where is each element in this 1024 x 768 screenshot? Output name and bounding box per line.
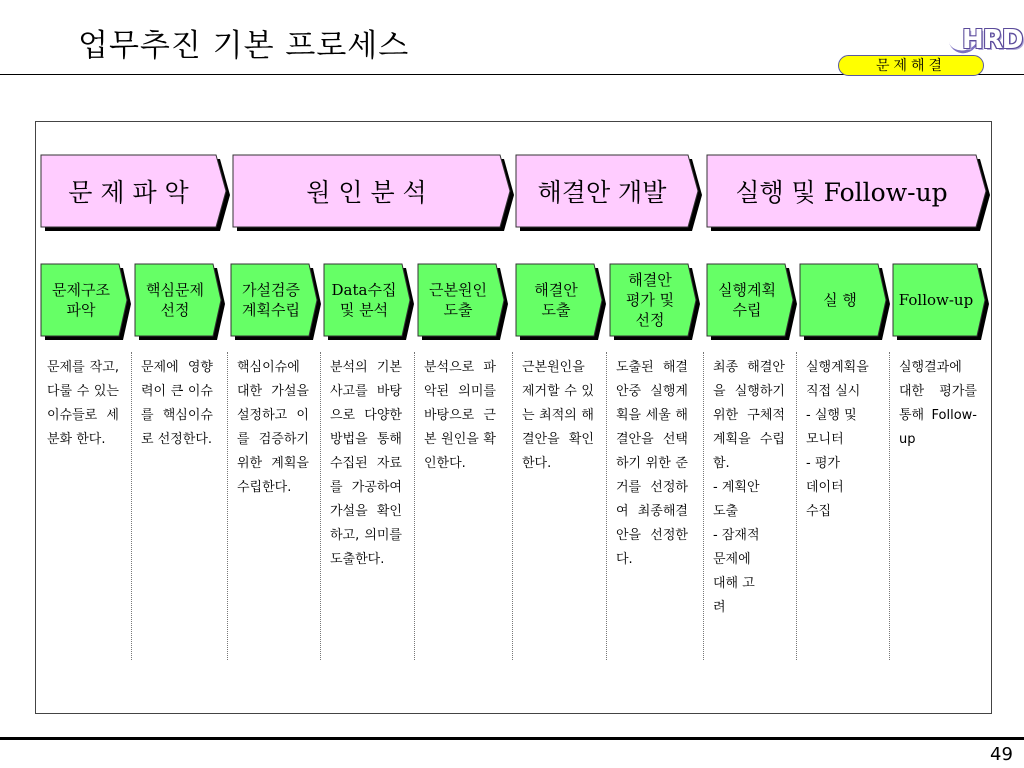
step-label: 문제구조 파악 bbox=[52, 281, 110, 319]
step-label: 해결안 도출 bbox=[534, 281, 578, 319]
step-description: 도출된 해결안중 실행계획을 세울 해결안을 선택하기 위한 준거를 선정하여 최종해결안을 선정한다. bbox=[616, 360, 688, 567]
page-number: 49 bbox=[990, 744, 1013, 765]
step-description: 문제를 작고, 다룰 수 있는 이슈들로 세분화 한다. bbox=[47, 360, 119, 447]
column-separator bbox=[512, 352, 513, 660]
column-separator bbox=[889, 352, 890, 660]
step-7 bbox=[610, 264, 696, 342]
step-5 bbox=[418, 264, 504, 342]
column-separator bbox=[227, 352, 228, 660]
step-4 bbox=[324, 264, 410, 342]
step-3 bbox=[231, 264, 317, 342]
step-description: 실행결과에 대한 평가를 통해 Follow-up bbox=[899, 360, 977, 447]
step-label: 해결안 평가 및 선정 bbox=[625, 271, 675, 329]
phase-4 bbox=[707, 155, 986, 231]
phase-1 bbox=[41, 155, 226, 231]
step-1 bbox=[41, 264, 127, 342]
step-label: 실 행 bbox=[823, 291, 857, 309]
column-separator bbox=[703, 352, 704, 660]
step-description: 문제에 영향력이 큰 이슈를 핵심이슈로 선정한다. bbox=[141, 360, 213, 447]
step-9 bbox=[800, 264, 886, 342]
section-badge: 문제해결 bbox=[838, 55, 984, 76]
step-description: 분석으로 파악된 의미를 바탕으로 근본 원인을 확인한다. bbox=[424, 360, 496, 471]
step-label: 핵심문제 선정 bbox=[146, 281, 204, 319]
step-10 bbox=[893, 264, 985, 342]
column-separator bbox=[131, 352, 132, 660]
phase-label: 원 인 분 석 bbox=[306, 178, 427, 207]
phase-label: 실행 및 Follow-up bbox=[735, 178, 948, 207]
step-6 bbox=[516, 264, 602, 342]
step-description: 실행계획을 직접 실시 - 실행 및 모니터 - 평가 데이터 수집 bbox=[806, 360, 869, 519]
phase-3 bbox=[516, 155, 698, 231]
step-label: Follow-up bbox=[898, 291, 974, 309]
phase-label: 해결안 개발 bbox=[537, 178, 667, 207]
step-label: 근본원인 도출 bbox=[429, 281, 487, 319]
step-label: Data수집 및 분석 bbox=[331, 281, 397, 319]
footer-divider bbox=[0, 737, 1024, 740]
step-description: 핵심이슈에 대한 가설을 설정하고 이를 검증하기 위한 계획을 수립한다. bbox=[237, 360, 309, 495]
step-2 bbox=[135, 264, 221, 342]
column-separator bbox=[320, 352, 321, 660]
step-description: 근본원인을 제거할 수 있는 최적의 해결안을 확인한다. bbox=[522, 360, 594, 471]
column-separator bbox=[606, 352, 607, 660]
page-title: 업무추진 기본 프로세스 bbox=[78, 28, 410, 64]
step-8 bbox=[707, 264, 793, 342]
column-separator bbox=[414, 352, 415, 660]
hrd-logo: HRD bbox=[962, 25, 1023, 55]
step-description: 분석의 기본사고를 바탕으로 다양한 방법을 통해 수집된 자료를 가공하여 가설을 확인하고, 의미를 도출한다. bbox=[330, 360, 402, 567]
step-label: 실행계획 수립 bbox=[718, 281, 776, 319]
phase-label: 문 제 파 악 bbox=[68, 178, 189, 207]
step-description: 최종 해결안을 실행하기 위한 구체적 계획을 수립함. - 계획안 도출 - 잠재적 문제에 대해 고 려 bbox=[713, 360, 785, 615]
column-separator bbox=[796, 352, 797, 660]
step-label: 가설검증 계획수립 bbox=[242, 281, 300, 319]
phase-2 bbox=[233, 155, 510, 231]
